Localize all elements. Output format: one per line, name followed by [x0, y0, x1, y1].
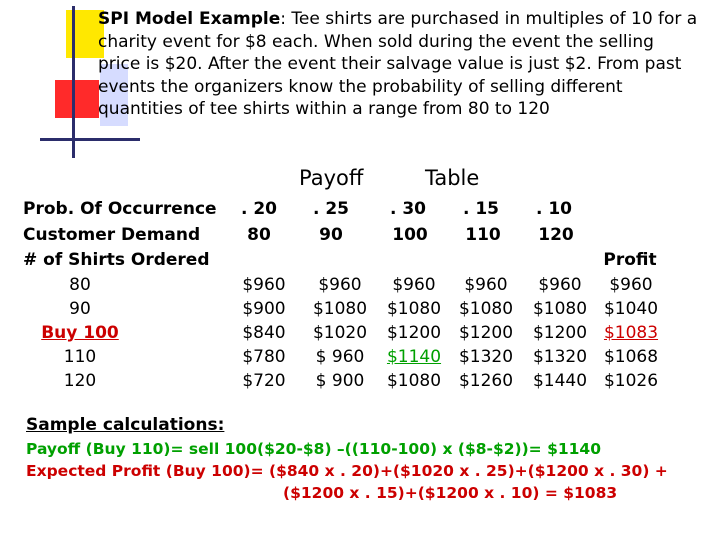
order-qty-highlight: Buy 100 — [41, 323, 119, 343]
payoff-cell: $1020 — [312, 323, 368, 343]
payoff-cell: $960 — [464, 275, 508, 295]
payoff-cell: $1080 — [312, 299, 368, 319]
payoff-cell: $ 960 — [315, 347, 365, 367]
prob-cell: . 25 — [312, 199, 350, 219]
table-title-table: Table — [425, 166, 480, 190]
intro-paragraph — [98, 8, 698, 121]
payoff-cell: $1320 — [532, 347, 588, 367]
profit-header: Profit — [603, 250, 657, 270]
demand-cell: 110 — [465, 225, 501, 245]
payoff-cell: $1440 — [532, 371, 588, 391]
payoff-cell: $1200 — [386, 323, 442, 343]
prob-cell: . 30 — [389, 199, 427, 219]
profit-cell: $960 — [609, 275, 653, 295]
sample-calculations-title: Sample calculations: — [26, 415, 225, 435]
ordered-label: # of Shirts Ordered — [23, 250, 210, 270]
payoff-cell: $960 — [538, 275, 582, 295]
payoff-cell: $1080 — [532, 299, 588, 319]
order-qty: 80 — [69, 275, 91, 295]
sample-calc-payoff: Payoff (Buy 110)= sell 100($20-$8) –((110-100) x ($8-$2))= $1140 — [26, 440, 601, 458]
prob-cell: . 15 — [462, 199, 500, 219]
profit-cell: $1068 — [603, 347, 659, 367]
decorative-horizontal-line — [40, 138, 140, 141]
profit-cell: $1040 — [603, 299, 659, 319]
decorative-red-square — [55, 80, 99, 118]
demand-cell: 90 — [319, 225, 343, 245]
prob-cell: . 10 — [535, 199, 573, 219]
order-qty: 110 — [63, 347, 97, 367]
payoff-cell: $1320 — [458, 347, 514, 367]
intro-lead: SPI Model Example — [98, 9, 281, 29]
demand-cell: 80 — [247, 225, 271, 245]
payoff-cell: $1080 — [386, 299, 442, 319]
prob-label: Prob. Of Occurrence — [23, 199, 217, 219]
order-qty: 120 — [63, 371, 97, 391]
payoff-cell: $720 — [242, 371, 286, 391]
payoff-cell: $1260 — [458, 371, 514, 391]
profit-cell: $1026 — [603, 371, 659, 391]
payoff-cell: $1200 — [458, 323, 514, 343]
payoff-cell: $ 900 — [315, 371, 365, 391]
payoff-cell: $1200 — [532, 323, 588, 343]
decorative-vertical-line — [72, 6, 75, 158]
demand-label: Customer Demand — [23, 225, 201, 245]
payoff-cell-highlight: $1140 — [386, 347, 442, 367]
payoff-cell: $960 — [392, 275, 436, 295]
payoff-cell: $960 — [242, 275, 286, 295]
demand-cell: 100 — [392, 225, 428, 245]
table-title-payoff: Payoff — [299, 166, 364, 190]
payoff-cell: $1080 — [458, 299, 514, 319]
payoff-cell: $840 — [242, 323, 286, 343]
sample-calc-expected-profit-cont: ($1200 x . 15)+($1200 x . 10) = $1083 — [283, 484, 618, 502]
payoff-cell: $1080 — [386, 371, 442, 391]
payoff-cell: $960 — [318, 275, 362, 295]
prob-cell: . 20 — [240, 199, 278, 219]
profit-cell-highlight: $1083 — [603, 323, 659, 343]
sample-calc-expected-profit: Expected Profit (Buy 100)= ($840 x . 20)+($1020 x . 25)+($1200 x . 30) + — [26, 462, 668, 480]
payoff-cell: $900 — [242, 299, 286, 319]
order-qty: 90 — [69, 299, 91, 319]
intro-text: : Tee shirts are purchased in multiples of 10 for a charity event for $8 each. When sold during the event the selling price is $20. After the event their salvage value is just $2. From past events the organizers know the probability of selling different quantities of tee shirts within a range from 80 to 120 — [98, 9, 698, 119]
demand-cell: 120 — [538, 225, 574, 245]
payoff-cell: $780 — [242, 347, 286, 367]
